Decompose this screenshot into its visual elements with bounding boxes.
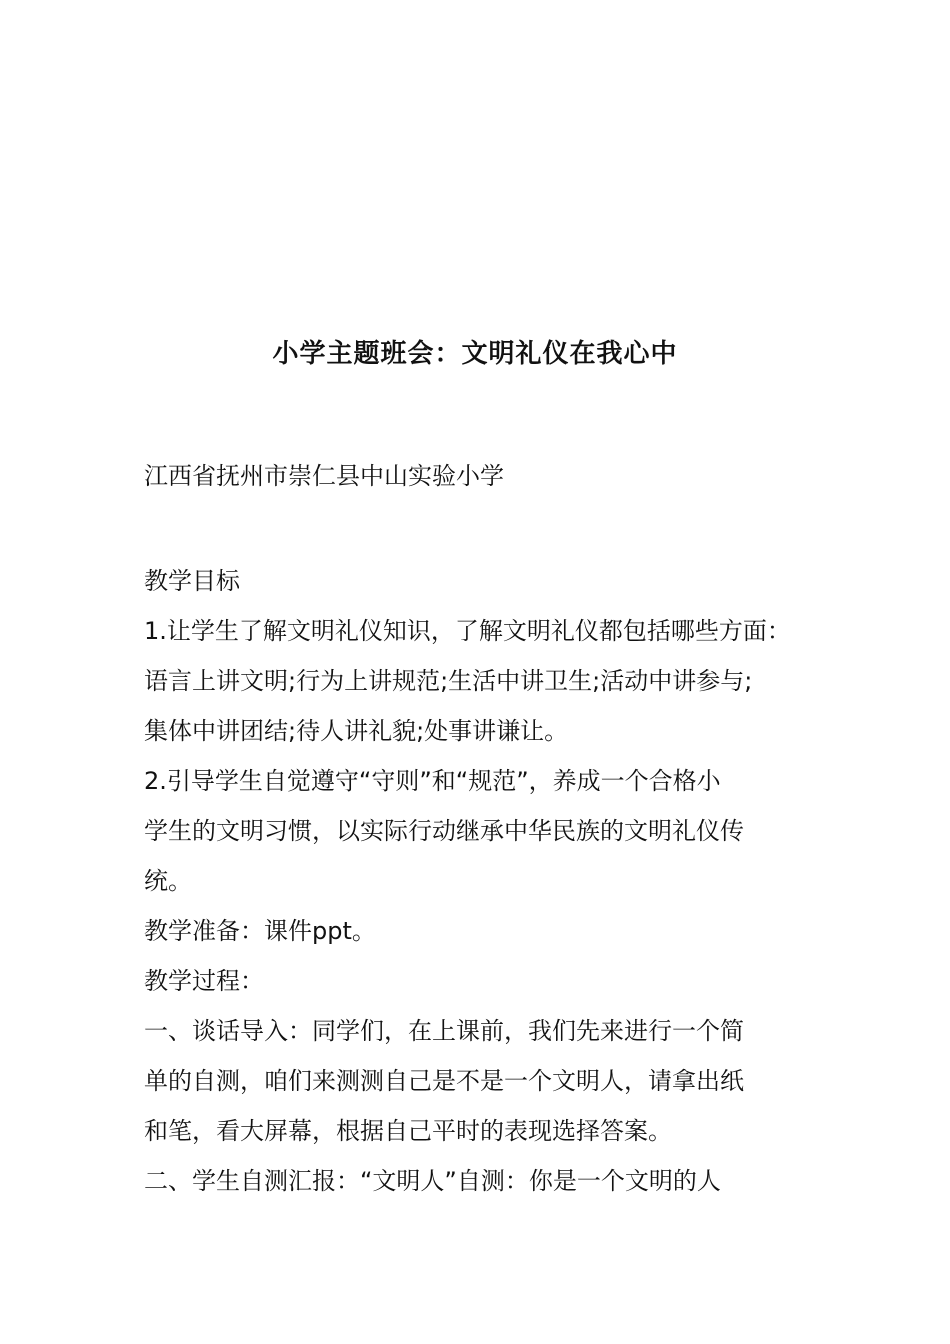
paragraph-line: 教学过程： [144, 967, 264, 995]
paragraph-line: 统。 [144, 867, 192, 895]
paragraph-line: 集体中讲团结;待人讲礼貌;处事讲谦让。 [144, 717, 569, 745]
school-name: 江西省抚州市崇仁县中山实验小学 [144, 462, 504, 490]
paragraph-line: 学生的文明习惯，以实际行动继承中华民族的文明礼仪传 [144, 817, 744, 845]
paragraph-line: 语言上讲文明;行为上讲规范;生活中讲卫生;活动中讲参与; [144, 667, 753, 695]
paragraph-line: 教学目标 [144, 567, 240, 595]
paragraph-line: 单的自测，咱们来测测自己是不是一个文明人，请拿出纸 [144, 1067, 744, 1095]
paragraph-line: 和笔，看大屏幕，根据自己平时的表现选择答案。 [144, 1117, 672, 1145]
paragraph-line: 教学准备：课件ppt。 [144, 917, 376, 945]
paragraph-line: 一、谈话导入：同学们，在上课前，我们先来进行一个简 [144, 1017, 744, 1045]
document-title: 小学主题班会：文明礼仪在我心中 [272, 339, 678, 369]
body-text [144, 556, 844, 1206]
paragraph-line: 2.引导学生自觉遵守“守则”和“规范”，养成一个合格小 [144, 767, 721, 795]
paragraph-line: 二、学生自测汇报：“文明人”自测：你是一个文明的人 [144, 1167, 721, 1195]
paragraph-line: 1.让学生了解文明礼仪知识，了解文明礼仪都包括哪些方面： [144, 617, 791, 645]
